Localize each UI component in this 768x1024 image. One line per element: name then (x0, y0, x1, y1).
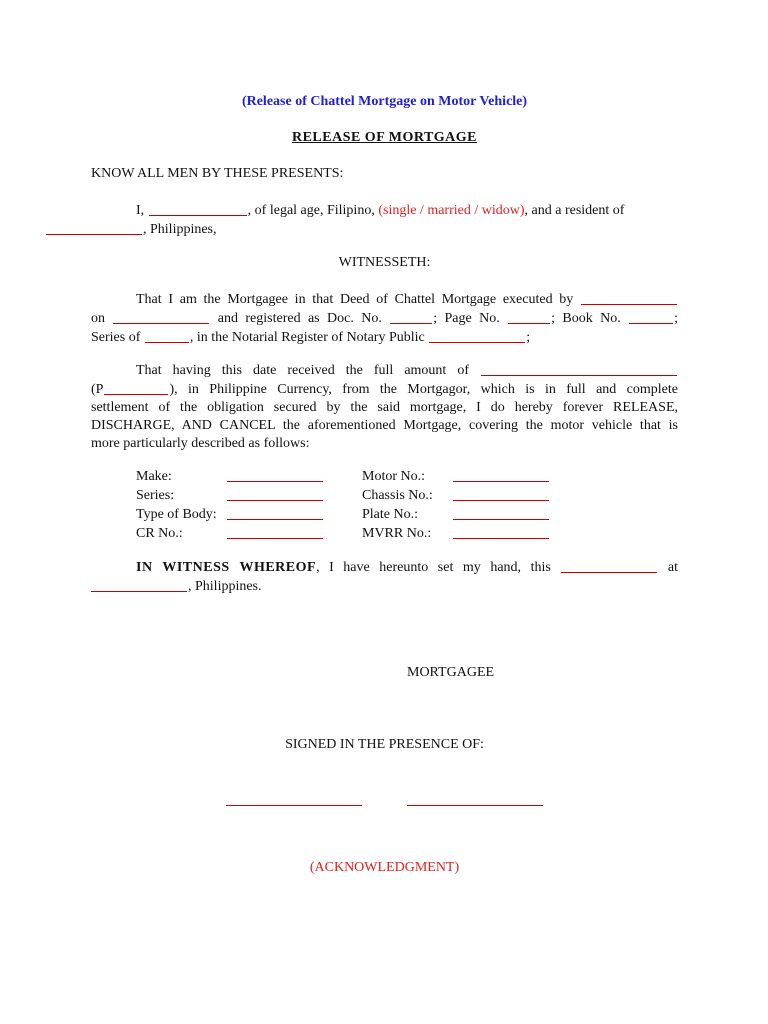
p2-text-e: ; Book No. (551, 311, 629, 326)
signed-in-presence-label: SIGNED IN THE PRESENCE OF: (285, 737, 484, 752)
blank-series-vehicle (227, 486, 323, 501)
blank-page-no (508, 309, 550, 324)
spec-label-make: Make: (136, 469, 172, 484)
p2-text-f: ; (674, 311, 678, 326)
civil-status-options: (single / married / widow) (378, 203, 525, 218)
p2-text-d: ; Page No. (433, 311, 508, 326)
spec-label-mvrr-no: MVRR No.: (362, 526, 432, 541)
blank-cr-no (227, 524, 323, 539)
blank-doc-no (390, 309, 432, 324)
witness-signature-line-1 (226, 804, 362, 806)
blank-mvrr-no (453, 524, 549, 539)
spec-label-motor-no: Motor No.: (362, 469, 425, 484)
acknowledgment-label: (ACKNOWLEDGMENT) (309, 860, 460, 875)
spec-label-plate-no: Plate No.: (362, 507, 418, 522)
p4-text-a: , I have hereunto set my hand, this (316, 560, 551, 575)
p2-text-h: , in the Notarial Register of Notary Public (189, 330, 429, 345)
blank-series (145, 328, 189, 343)
mortgagee-label: MORTGAGEE (407, 665, 495, 680)
paragraph-witness-whereof (91, 558, 678, 596)
spec-label-chassis-no: Chassis No.: (362, 488, 433, 503)
p1-text-d: , Philippines, (143, 222, 217, 237)
blank-residence (46, 220, 142, 235)
blank-chassis-no (453, 486, 549, 501)
p1-text-c: , and a resident of (524, 203, 625, 218)
blank-name (149, 201, 247, 216)
document-subtitle: (Release of Chattel Mortgage on Motor Vehicle) (241, 94, 528, 109)
p3-text-c: ), in Philippine Currency, from the Mortgagor, which is in full and complete (169, 382, 678, 397)
blank-amount-figures (104, 380, 168, 395)
p2-text-g: Series of (91, 330, 144, 345)
p3-text-e: DISCHARGE, AND CANCEL the aforementioned Mortgage, covering the motor vehicle that is (91, 418, 678, 433)
blank-type-of-body (227, 505, 323, 520)
blank-date (113, 309, 209, 324)
p1-text-b: , of legal age, Filipino, (247, 203, 379, 218)
blank-amount-words (481, 361, 677, 376)
p2-text-c: and registered as Doc. No. (210, 311, 390, 326)
paragraph-identity (91, 201, 678, 239)
p2-text-b: on (91, 311, 113, 326)
p4-text-b: at (667, 560, 679, 575)
blank-signing-date (561, 558, 657, 573)
blank-signing-place (91, 577, 187, 592)
opening-line: KNOW ALL MEN BY THESE PRESENTS: (91, 166, 344, 181)
spec-label-series: Series: (136, 488, 175, 503)
p1-text-a: I, (136, 203, 148, 218)
witness-whereof-bold: IN WITNESS WHEREOF (136, 560, 317, 575)
p3-text-f: more particularly described as follows: (91, 436, 310, 451)
witness-signature-line-2 (407, 804, 543, 806)
blank-book-no (629, 309, 673, 324)
blank-plate-no (453, 505, 549, 520)
document-title: RELEASE OF MORTGAGE (291, 130, 478, 145)
p3-text-a: That having this date received the full amount of (136, 363, 469, 378)
blank-make (227, 467, 323, 482)
paragraph-mortgage-deed (91, 290, 678, 347)
vehicle-specs-right (362, 467, 550, 543)
vehicle-specs-left (136, 467, 324, 543)
paragraph-release (91, 361, 678, 453)
document-page (91, 0, 678, 1024)
blank-executed-by (581, 290, 677, 305)
p2-text-a: That I am the Mortgagee in that Deed of Chattel Mortgage executed by (136, 292, 574, 307)
p2-text-i: ; (526, 330, 531, 345)
blank-motor-no (453, 467, 549, 482)
p4-text-c: , Philippines. (188, 579, 262, 594)
spec-label-cr-no: CR No.: (136, 526, 183, 541)
spec-label-type-of-body: Type of Body: (136, 507, 217, 522)
witnesseth-heading: WITNESSETH: (338, 255, 431, 270)
p3-text-b: (P (91, 382, 104, 397)
p3-text-d: settlement of the obligation secured by the said mortgage, I do hereby forever RELEASE, (91, 400, 678, 415)
blank-notary (429, 328, 525, 343)
